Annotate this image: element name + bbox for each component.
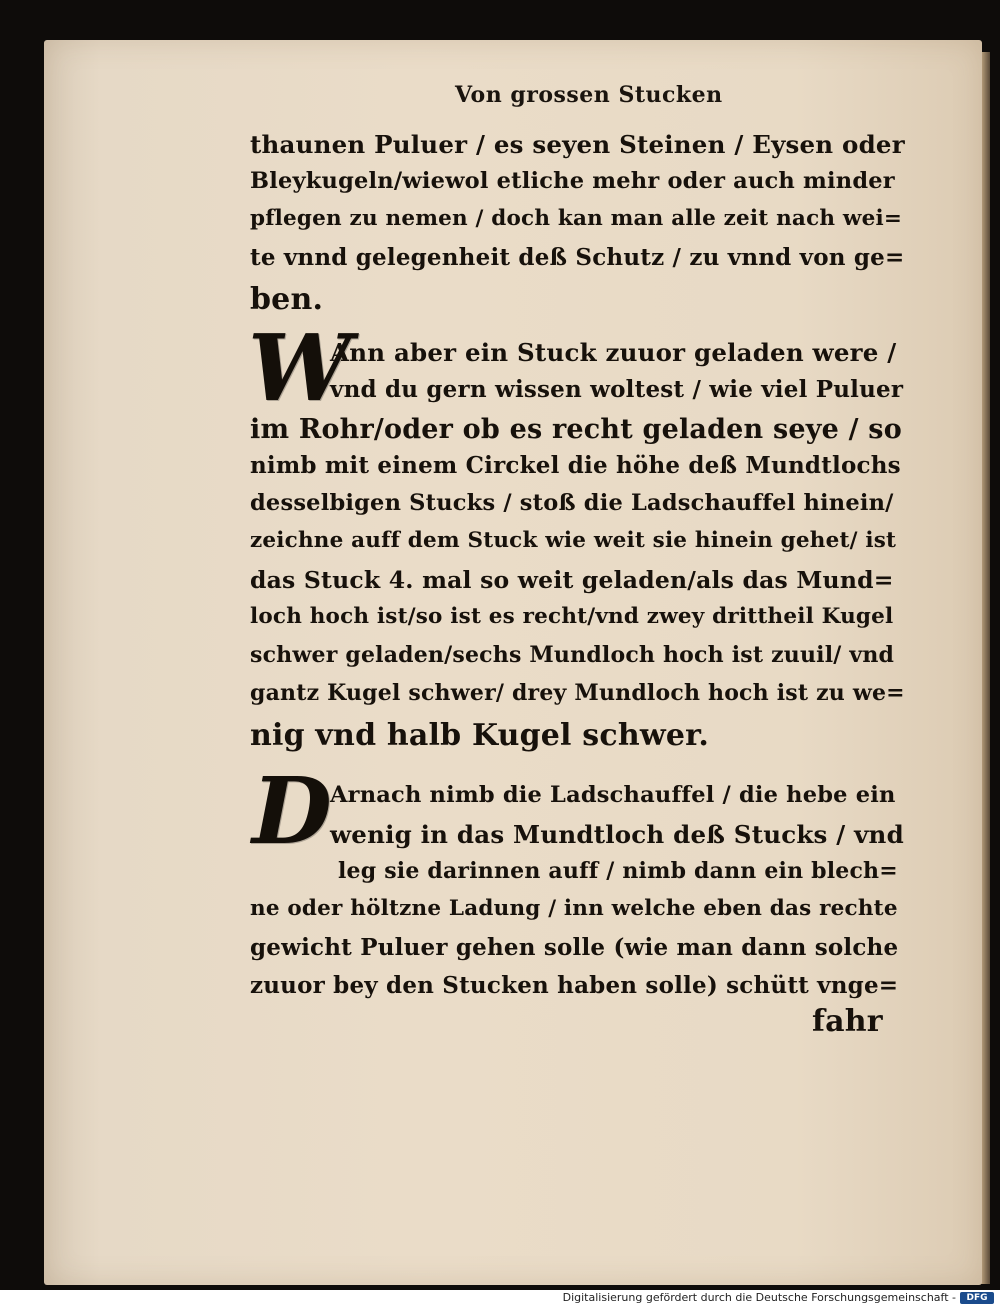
text-line: im Rohr/oder ob es recht geladen seye / so	[250, 414, 902, 445]
text-line: gantz Kugel schwer/ drey Mundloch hoch ist zu we=	[250, 680, 905, 706]
footer-credit: Digitalisierung gefördert durch die Deutsche Forschungsgemeinschaft -	[562, 1291, 956, 1304]
text-line: Arnach nimb die Ladschauffel / die hebe ein	[330, 782, 896, 808]
catchword: fahr	[812, 1004, 883, 1039]
text-line: das Stuck 4. mal so weit geladen/als das Mund=	[250, 566, 894, 594]
text-line: desselbigen Stucks / stoß die Ladschauffel hinein/	[250, 490, 894, 516]
text-line: leg sie darinnen auff / nimb dann ein blech=	[338, 858, 898, 884]
text-line: zuuor bey den Stucken haben solle) schütt vnge=	[250, 972, 899, 999]
footer-bar	[0, 1290, 1000, 1306]
text-line: vnd du gern wissen woltest / wie viel Puluer	[330, 376, 904, 403]
text-line: nig vnd halb Kugel schwer.	[250, 718, 710, 753]
running-header: Von grossen Stucken	[455, 82, 723, 108]
text-line: te vnnd gelegenheit deß Schutz / zu vnnd von ge=	[250, 244, 905, 271]
text-line: loch hoch ist/so ist es recht/vnd zwey drittheil Kugel	[250, 604, 894, 629]
text-line: wenig in das Mundtloch deß Stucks / vnd	[330, 820, 904, 849]
text-line: ben.	[250, 282, 324, 317]
text-line: zeichne auff dem Stuck wie weit sie hinein gehet/ ist	[250, 528, 897, 553]
text-line: schwer geladen/sechs Mundloch hoch ist zuuil/ vnd	[250, 642, 895, 668]
text-line: Ann aber ein Stuck zuuor geladen were /	[330, 338, 897, 367]
dfg-logo-icon: DFG	[960, 1292, 994, 1304]
text-line: Bleykugeln/wiewol etliche mehr oder auch minder	[250, 168, 895, 194]
text-line: ne oder höltzne Ladung / inn welche eben das rechte	[250, 896, 898, 921]
text-line: gewicht Puluer gehen solle (wie man dann solche	[250, 934, 899, 961]
text-line: nimb mit einem Circkel die höhe deß Mundtlochs	[250, 452, 901, 479]
decorated-initial: W	[248, 314, 352, 422]
text-line: pflegen zu nemen / doch kan man alle zeit nach wei=	[250, 206, 903, 231]
text-line: thaunen Puluer / es seyen Steinen / Eysen oder	[250, 130, 905, 159]
decorated-initial: D	[252, 757, 332, 865]
